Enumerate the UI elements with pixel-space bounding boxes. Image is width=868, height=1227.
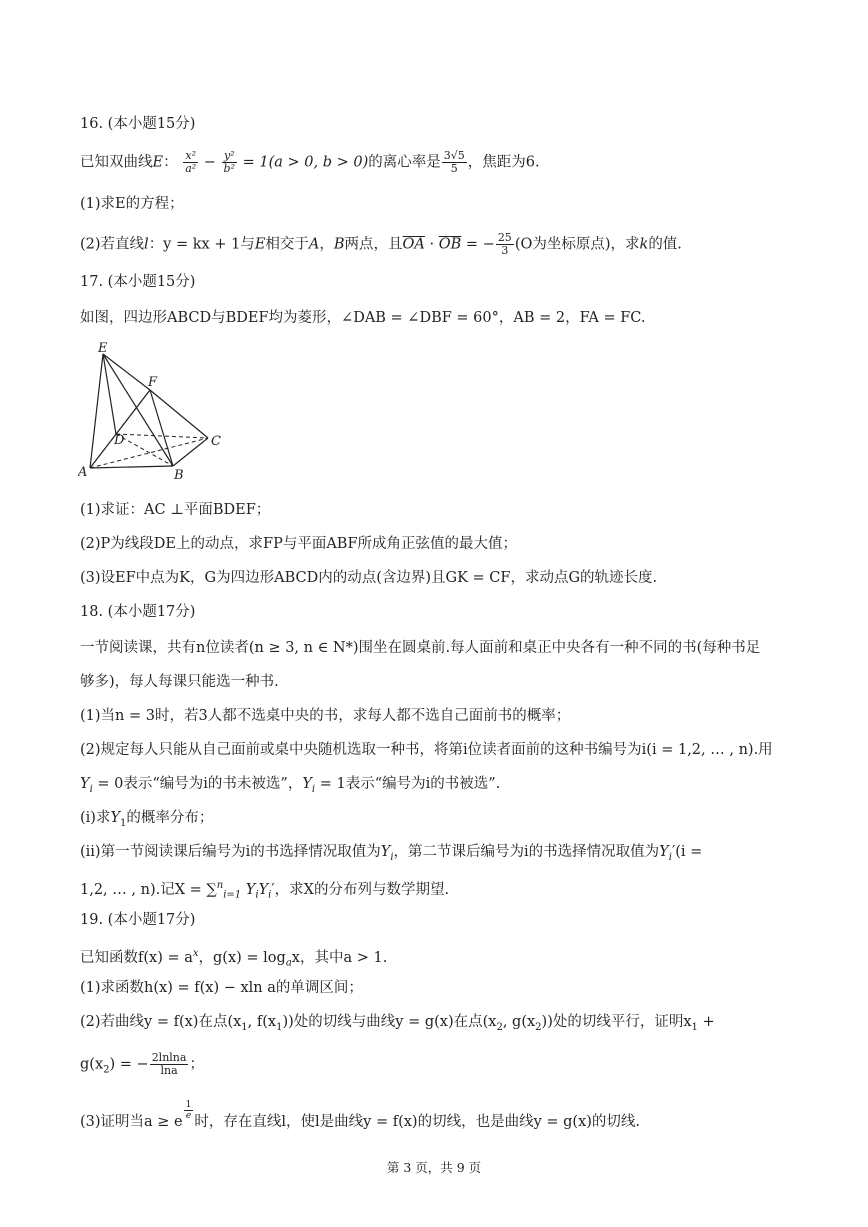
label-F: F (148, 375, 158, 390)
q19-part1: (1)求函数h(x) = f(x) − xln a的单调区间； (80, 980, 363, 996)
edge-DC (116, 434, 208, 438)
q17-part1: (1)求证：AC ⊥平面BDEF； (80, 502, 271, 518)
q19-part2-line1: (2)若曲线y = f(x)在点($x_1$, $f(x_1)$)处的切线与曲线y = g(x)在点($x_2$, $g(x_2)$)处的切线平行，证明$x_1$ + (80, 1014, 715, 1033)
q19-part3: (3)证明当a ≥ e $\frac{1}{e}$ 时，存在直线l，使l是曲线y = f(x)的切线，也是曲线y = g(x)的切线. (80, 1100, 641, 1130)
edge-AB (90, 466, 173, 468)
label-A: A (78, 465, 88, 480)
edge-EF (103, 354, 150, 390)
label-D: D (114, 433, 125, 448)
q17-part2: (2)P为线段DE上的动点，求FP与平面ABF所成角正弦值的最大值； (80, 536, 518, 552)
q18-header: 18. (本小题17分) (80, 604, 196, 620)
q19-statement: 已知函数$f(x) = a^x$，$g(x) = \log_ax$，其中a > 1. (80, 948, 388, 969)
edge-BC (173, 438, 208, 466)
q17-header: 17. (本小题15分) (80, 274, 196, 290)
q17-statement: 如图，四边形ABCD与BDEF均为菱形，∠DAB = ∠DBF = 60°，AB = 2，FA = FC. (80, 310, 646, 326)
q16-header: 16. (本小题15分) (80, 116, 196, 132)
geometry-figure (78, 340, 228, 482)
edge-ED (103, 354, 116, 434)
q18-part2-line2: $Y_i = 0$表示“编号为i的书未被选”，$Y_i = 1$表示“编号为i的书被选”. (80, 776, 501, 795)
q18-part2-ii-line2: 1,2, … , n).记X = ∑$^n_{i=1}$ $Y_iY_i'$，求X的分布列与数学期望. (80, 880, 450, 901)
q18-statement-line1: 一节阅读课，共有n位读者(n ≥ 3, n ∈ N*)围坐在圆桌前.每人面前和桌正中央各有一种不同的书(每种书足 (80, 640, 761, 656)
label-B: B (174, 468, 184, 482)
q16-part1: (1)求E的方程； (80, 196, 184, 212)
edge-EB (103, 354, 173, 466)
label-E: E (98, 341, 108, 356)
q16-part2: (2)若直线l：y = kx + 1与E相交于A，B两点，且$\overline{OA} \cdot \overline{OB}$ = − $\frac{25}{3}$ (O为坐标原点)，求k的值. (80, 231, 682, 257)
q16-statement: 已知双曲线E： $\frac{\text{x²}}{\text{a²}}$ − $\frac{\text{y²}}{\text{b²}}$ = 1(a > 0, b > 0)的离心率是 $\frac{3√5}{5}$ ，焦距为6. (80, 149, 540, 175)
edge-EA (90, 354, 103, 468)
q19-header: 19. (本小题17分) (80, 912, 196, 928)
q18-part2-ii-line1: (ii)第一节阅读课后编号为i的书选择情况取值为$Y_i$，第二节课后编号为i的书选择情况取值为$Y_i'(i$ = (80, 844, 703, 863)
q18-part2-i: (i)求$Y_1$的概率分布； (80, 810, 214, 829)
edge-FC (150, 390, 208, 438)
q18-statement-line2: 够多)，每人每课只能选一种书. (80, 674, 279, 690)
label-C: C (211, 434, 221, 449)
q17-part3: (3)设EF中点为K，G为四边形ABCD内的动点(含边界)且GK = CF，求动点G的轨迹长度. (80, 570, 658, 586)
q18-part2-line1: (2)规定每人只能从自己面前或桌中央随机选取一种书，将第i位读者面前的这种书编号为i(i = 1,2, … , n).用 (80, 742, 773, 758)
q18-part1: (1)当n = 3时，若3人都不选桌中央的书，求每人都不选自己面前书的概率； (80, 708, 571, 724)
q19-part2-line2: $g(x_2)$ = − $\frac{2lnlna}{\ln a}$ ； (80, 1051, 204, 1077)
page-footer: 第 3 页，共 9 页 (386, 1160, 482, 1175)
